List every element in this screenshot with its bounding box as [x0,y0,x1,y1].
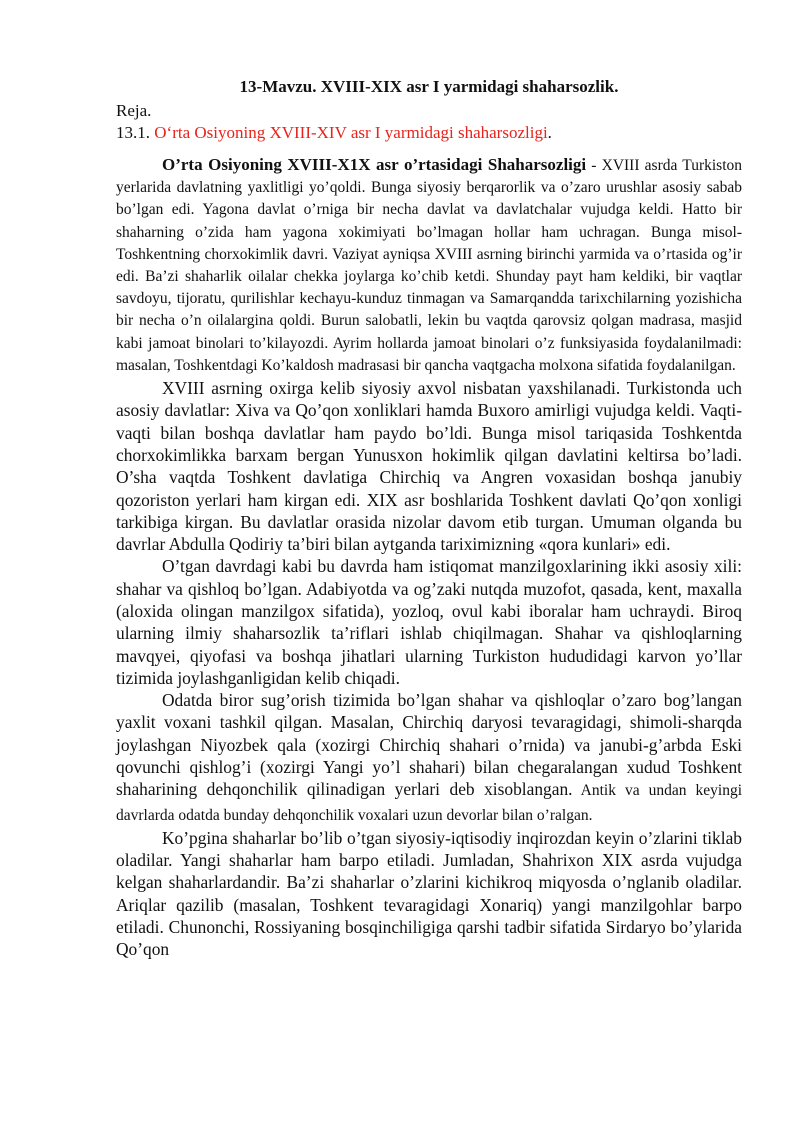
plan-label: Reja. [116,101,152,120]
paragraph-5: Ko’pgina shaharlar bo’lib o’tgan siyosiy-iqtisodiy inqirozdan keyin o’zlarini tiklab oladilar. Yangi shaharlar ham barpo etiladi. Jumladan, Shahrixon XIX asrda vujudga kelgan shaharlardandir. Ba’zi shaharlar o’zlarini kichikroq miqyosda o’nglanib oladilar. Ariqlar qazilib (masalan, Toshkent tevaragidagi Xonariq) yangi manzilgohlar barpo etiladi. Chunonchi, Rossiyaning bosqinchiligiga qarshi tadbir sifatida Sirdaryo bo’ylarida Qo’qon [116,827,742,960]
page-title: 13-Mavzu. XVIII-XIX asr I yarmidagi shaharsozlik. [239,77,619,96]
paragraph-4-main: Odatda biror sug’orish tizimida bo’lgan shahar va qishloqlar o’zaro bog’langan yaxlit voxani tashkil qilgan. Masalan, Chirchiq daryosi tevaragidagi, shimoli-sharqda joylashgan Niyozbek qala (xozirgi Chirchiq shahari o’rnida) va janubi-g’arbda Eski qovunchi qishlog’i (xozirgi Yangi yo’l shahari) bilan chegaralangan xudud Toshkent shaharining dehqonchilik qilinadigan yerlari deb xisoblangan. [116,690,742,800]
plan-item-end: . [547,123,552,142]
paragraph-4 [116,689,742,827]
paragraph-3: O’tgan davrdagi kabi bu davrda ham istiqomat manzilgoxlarining ikki asosiy xili: shahar va qishloq bo’lgan. Adabiyotda va og’zaki nutqda muzofot, qasada, kent, maxalla (aloxida olingan manzilgox sifatida), yozloq, ovul kabi iboralar ham uchraydi. Biroq ularning ilmiy shaharsozlik ta’riflari ishlab chiqilmagan. Shahar va qishloqlarning mavqyei, qiyofasi va boshqa jihatlari ularning Turkiston hududidagi karvon yo’llar tizimida joylashganligidan kelib chiqadi. [116,556,742,688]
paragraph-4-tail: Antik va undan keyingi davrlarda odatda bunday dehqonchilik voxalari uzun devorlar bilan o’ralgan. [116,782,743,824]
paragraph-1 [116,154,742,377]
paragraph-2: XVIII asrning oxirga kelib siyosiy axvol nisbatan yaxshilanadi. Turkistonda uch asosiy davlatlar: Xiva va Qo’qon xonliklari hamda Buxoro amirligi vujudga keldi. Vaqti-vaqti bilan boshqa davlatlar ham paydo bo’ldi. Bunga misol tariqasida Toshkentda chorxokimlikka barxam bergan Yunusxon hokimlik qilgan davlatini keltirsa bo’ladi. O’sha vaqtda Toshkent davlatiga Chirchiq va Angren voxasidan boshqa janubiy qozoriston yerlari ham kirgan edi. XIX asr boshlarida Toshkent davlati Qo’qon xonligi tarkibiga kirgan. Bu davlatlar orasida nizolar davom etib turgan. Umuman olganda bu davrlar Abdulla Qodiriy ta’biri bilan aytganda tariximizning «qora kunlari» edi. [116,378,742,555]
plan-item [116,122,742,144]
paragraph-1-body: - XVIII asrda Turkiston yerlarida davlatning yaxlitligi yo’qoldi. Bunga siyosiy berqarorlik va o’zaro urushlar asosiy sabab bo’lgan edi. Yagona davlat o’rniga bir necha davlat va davlatchalar vujudga keldi. Hatto bir shaharning o’zida ham yagona xokimiyati bo’lmagan hollar ham uchragan. Bunga misol-Toshkentning chorxokimlik davri. Vaziyat ayniqsa XVIII asrning birinchi yarmida va o’rtasida og’ir edi. Ba’zi shaharlik oilalar chekka joylarga ko’chib ketdi. Shunday payt ham keldiki, bir vaqtlar savdoyu, tijoratu, qurilishlar kechayu-kunduz tinmagan va Samarqandda tarixchilarning yozishicha bir necha o’n oilalargina qoldi. Burun salobatli, lekin bu vaqtda qarovsiz qolgan madrasa, masjid kabi jamoat binolari to’kilayozdi. Ayrim hollarda jamoat binolari o’z funksiyasida foydalanilmadi: masalan, Toshkentdagi Ko’kaldosh madrasasi bir qancha vaqtgacha molxona sifatida foydalanilgan. [116,157,742,374]
document-page [116,76,742,961]
paragraph-1-heading: O’rta Osiyoning XVIII-X1X asr o’rtasidagi Shaharsozligi [162,155,587,174]
plan-item-link[interactable]: O‘rta Osiyoning XVIII-XIV asr I yarmidagi shaharsozligi [154,123,548,142]
plan-item-number: 13.1. [116,123,150,142]
